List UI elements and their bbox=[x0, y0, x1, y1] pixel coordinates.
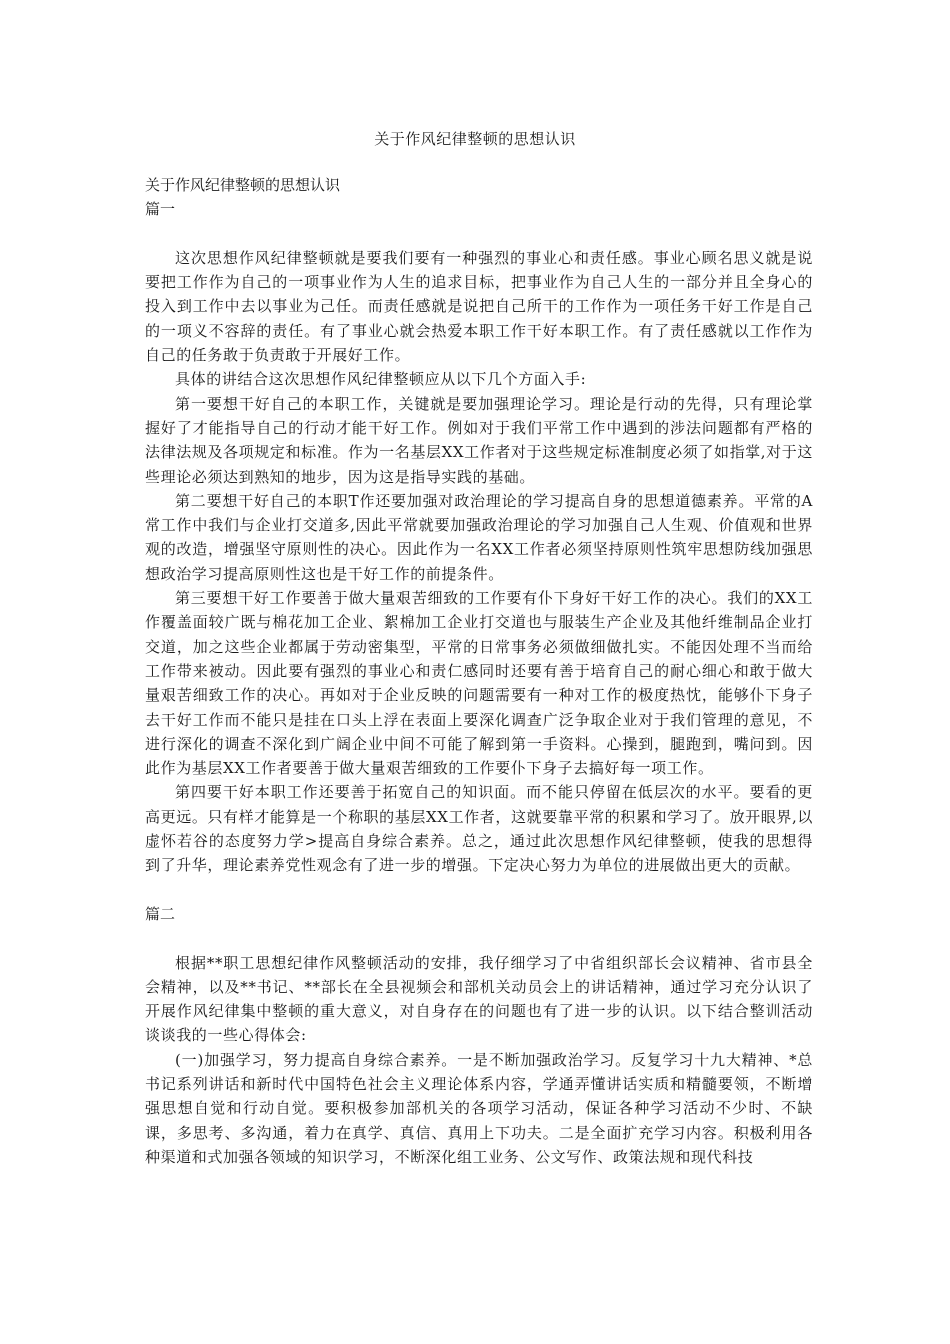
document-title: 关于作风纪律整顿的思想认识 bbox=[374, 130, 576, 148]
paragraph: 这次思想作风纪律整顿就是要我们要有一种强烈的事业心和责任感。事业心顾名思义就是说要把工作作为自己的一项事业作为人生的追求目标，把事业作为自己人生的一部分并且全身心的投入到工作中去以事业为己任。而责任感就是说把自己所干的工作作为一项任务干好工作是自己的一项义不容辞的责任。有了事业心就会热爱本职工作干好本职工作。有了责任感就以工作作为自己的任务敢于负责敢于开展好工作。 bbox=[145, 248, 813, 365]
document-body bbox=[145, 173, 813, 1169]
paragraph: 第一要想干好自己的本职工作，关键就是要加强理论学习。理论是行动的先得，只有理论掌握好了才能指导自己的行动才能干好工作。例如对于我们平常工作中遇到的涉法问题都有严格的法律法规及各项规定和标准。作为一名基层XX工作者对于这些规定标准制度必须了如指掌,对于这些理论必须达到熟知的地步，因为这是指导实践的基础。 bbox=[145, 394, 813, 486]
paragraph: 根据**职工思想纪律作风整顿活动的安排，我仔细学习了中省组织部长会议精神、省市县全会精神，以及**书记、**部长在全县视频会和部机关动员会上的讲话精神，通过学习充分认识了开展作风纪律集中整顿的重大意义，对自身存在的问题也有了进一步的认识。以下结合整训活动谈谈我的一些心得体会: bbox=[145, 953, 813, 1045]
section-heading-part1: 篇一 bbox=[145, 200, 176, 219]
paragraph: 具体的讲结合这次思想作风纪律整顿应从以下几个方面入手: bbox=[175, 370, 587, 389]
paragraph: (一)加强学习，努力提高自身综合素养。一是不断加强政治学习。反复学习十九大精神、*总书记系列讲话和新时代中国特色社会主义理论体系内容，学通弄懂讲话实质和精髓要领，不断增强思想自觉和行动自觉。要积极参加部机关的各项学习活动，保证各种学习活动不少时、不缺课，多思考、多沟通，着力在真学、真信、真用上下功夫。二是全面扩充学习内容。积极利用各种渠道和式加强各领域的知识学习，不断深化组工业务、公文写作、政策法规和现代科技 bbox=[145, 1050, 813, 1166]
section-heading-part2: 篇二 bbox=[145, 904, 176, 923]
paragraph: 第三要想干好工作要善于做大量艰苦细致的工作要有仆下身好干好工作的决心。我们的XX工作覆盖面较广既与棉花加工企业、絮棉加工企业打交道也与服装生产企业及其他纤维制品企业打交道，加之这些企业都属于劳动密集型，平常的日常事务必须做细做扎实。不能因处理不当而给工作带来被动。因此要有强烈的事业心和责仁感同时还要有善于培育自己的耐心细心和敢于做大量艰苦细致工作的决心。再如对于企业反映的问题需要有一种对工作的极度热忱，能够仆下身子去干好工作而不能只是挂在口头上浮在表面上要深化调查广泛争取企业对于我们管理的意见，不进行深化的调查不深化到广阔企业中间不可能了解到第一手资料。心操到，腿跑到，嘴问到。因此作为基层XX工作者要善于做大量艰苦细致的工作要仆下身子去搞好每一项工作。 bbox=[145, 589, 813, 778]
blank-line bbox=[145, 222, 813, 246]
document-subtitle: 关于作风纪律整顿的思想认识 bbox=[145, 176, 341, 194]
paragraph: 第四要干好本职工作还要善于拓宽自己的知识面。而不能只停留在低层次的水平。要看的更高更远。只有样才能算是一个称职的基层XX工作者，这就要靠平常的积累和学习了。放开眼界,以虚怀若谷的态度努力学>提高自身综合素养。总之，通过此次思想作风纪律整顿，使我的思想得到了升华，理论素养党性观念有了进一步的增强。下定决心努力为单位的进展做出更大的贡献。 bbox=[145, 783, 813, 875]
paragraph: 第二要想干好自己的本职T作还要加强对政治理论的学习提高自身的思想道德素养。平常的A常工作中我们与企业打交道多,因此平常就要加强政治理论的学习加强自己人生观、价值观和世界观的改造，增强坚守原则性的决心。因此作为一名XX工作者必须坚持原则性筑牢思想防线加强思想政治学习提高原则性这也是干好工作的前提条件。 bbox=[145, 491, 813, 583]
blank-line bbox=[145, 926, 813, 950]
blank-line bbox=[145, 878, 813, 902]
